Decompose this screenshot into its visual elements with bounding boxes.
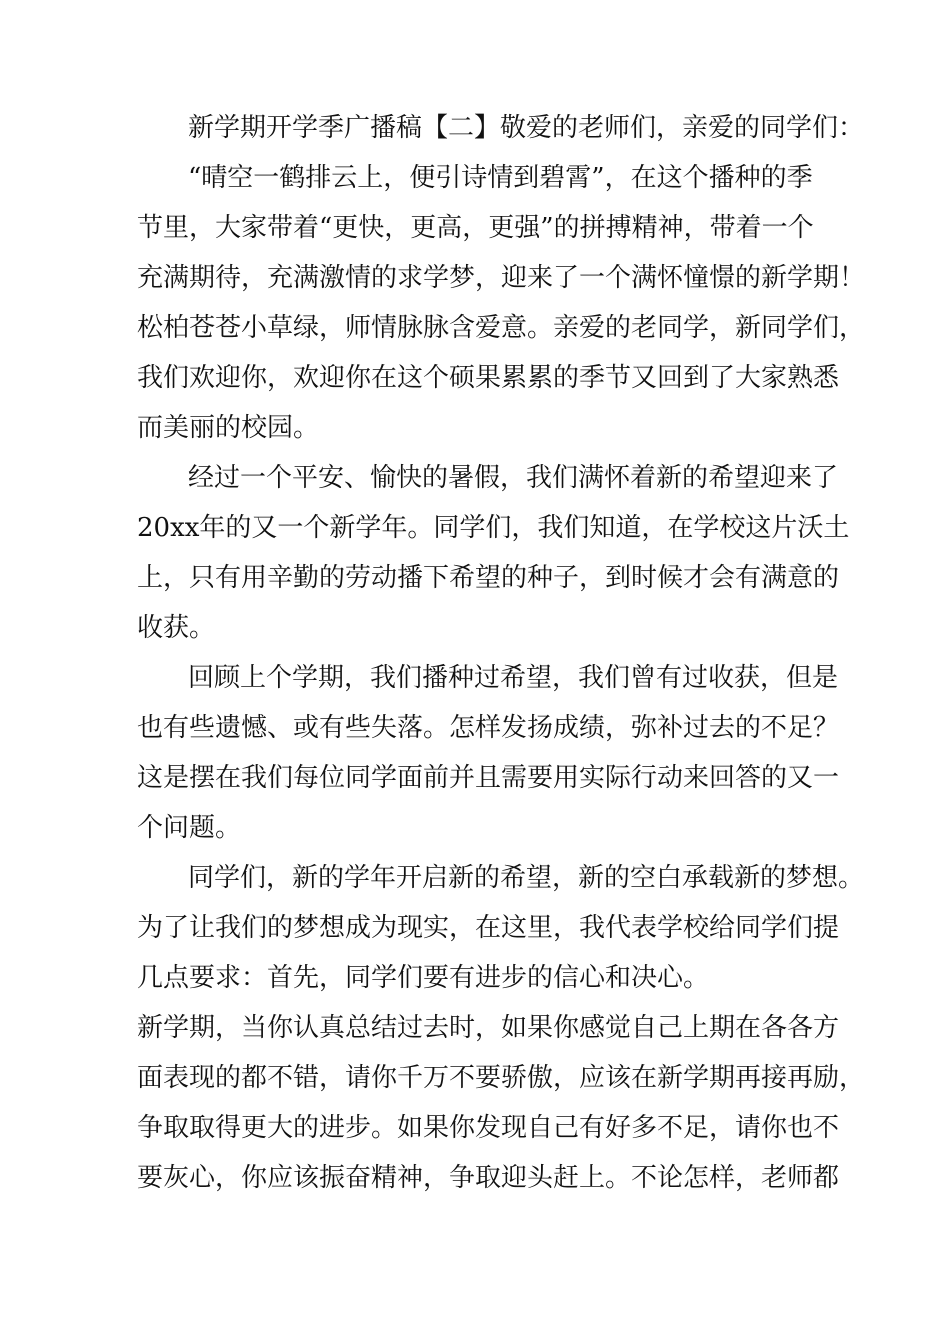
text-line: “晴空一鹤排云上，便引诗情到碧霄”，在这个播种的季 [188,163,813,193]
text-line: 20xx年的又一个新学年。同学们，我们知道，在学校这片沃土 [137,513,850,543]
text-line: 同学们，新的学年开启新的希望，新的空白承载新的梦想。 [188,863,865,893]
text-line: 充满期待，充满激情的求学梦，迎来了一个满怀憧憬的新学期！ [137,263,866,293]
text-line: 经过一个平安、愉快的暑假，我们满怀着新的希望迎来了 [188,463,839,493]
text-line: 而美丽的校园。 [137,413,320,443]
text-line: 我们欢迎你，欢迎你在这个硕果累累的季节又回到了大家熟悉 [137,363,840,393]
text-line: 这是摆在我们每位同学面前并且需要用实际行动来回答的又一 [137,763,840,793]
text-line: 新学期，当你认真总结过去时，如果你感觉自己上期在各各方 [137,1013,840,1043]
text-line: 松柏苍苍小草绿，师情脉脉含爱意。亲爱的老同学，新同学们， [137,313,866,343]
text-line: 个问题。 [137,813,242,843]
text-line: 也有些遗憾、或有些失落。怎样发扬成绩，弥补过去的不足？ [137,713,840,743]
text-line: 上，只有用辛勤的劳动播下希望的种子，到时候才会有满意的 [137,563,840,593]
text-line: 要灰心，你应该振奋精神，争取迎头赶上。不论怎样，老师都 [137,1163,840,1193]
text-line: 节里，大家带着“更快，更高，更强”的拼搏精神，带着一个 [137,213,814,243]
text-line: 新学期开学季广播稿【二】敬爱的老师们，亲爱的同学们： [188,113,865,143]
text-line: 回顾上个学期，我们播种过希望，我们曾有过收获，但是 [188,663,839,693]
text-line: 为了让我们的梦想成为现实，在这里，我代表学校给同学们提 [137,913,840,943]
text-line: 几点要求：首先，同学们要有进步的信心和决心。 [137,963,710,993]
text-line: 面表现的都不错，请你千万不要骄傲，应该在新学期再接再励， [137,1063,866,1093]
text-line: 收获。 [137,613,216,643]
text-line: 争取取得更大的进步。如果你发现自己有好多不足，请你也不 [137,1113,840,1143]
